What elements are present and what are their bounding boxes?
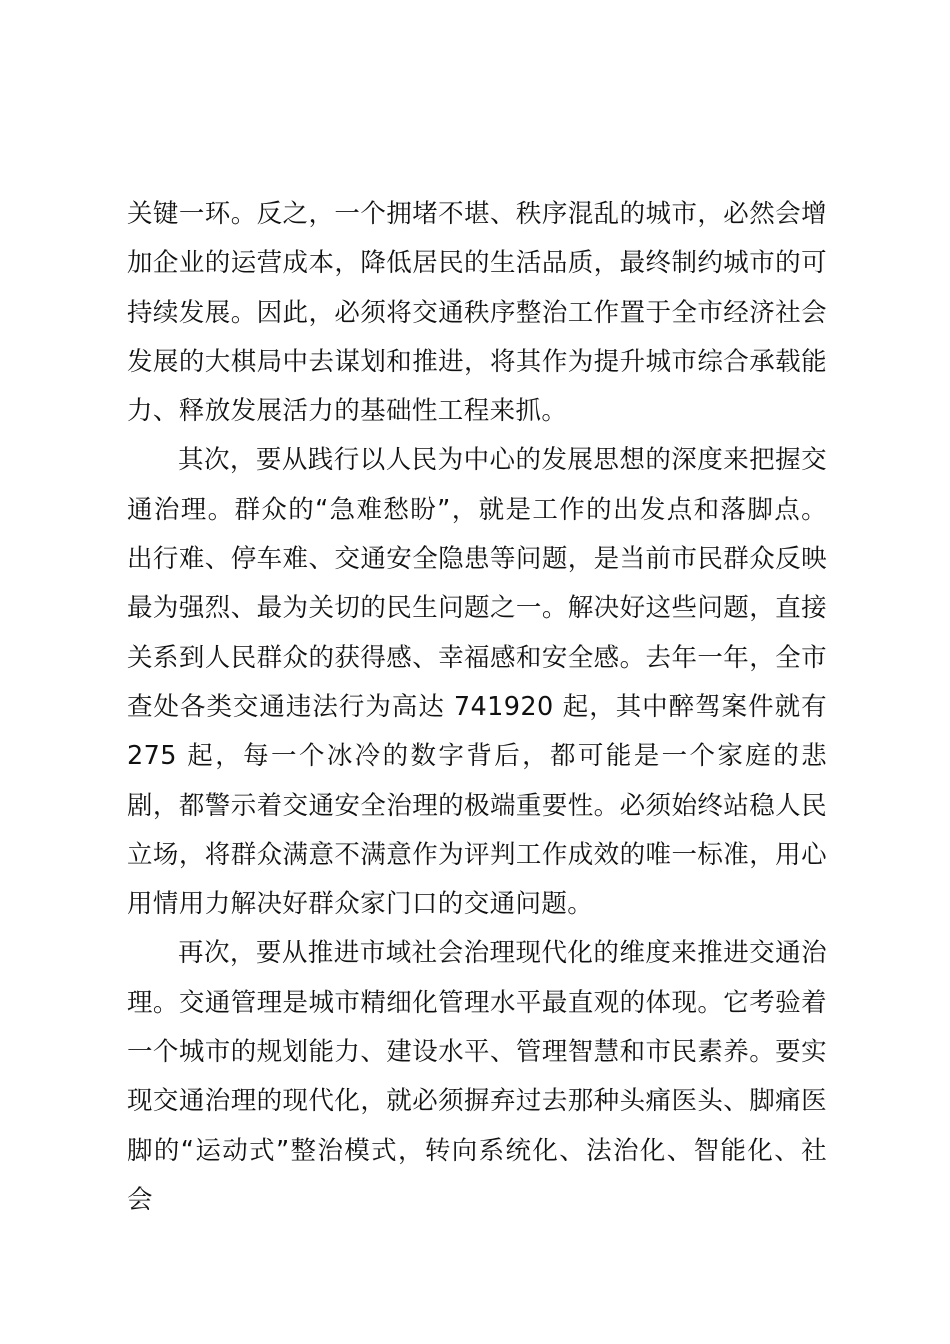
paragraph-people-centered: 其次，要从践行以人民为中心的发展思想的深度来把握交通治理。群众的“急难愁盼”，就是工作的出发点和落脚点。出行难、停车难、交通安全隐患等问题，是当前市民群众反映最为强烈、最为关切的民生问题之一。解决好这些问题，直接关系到人民群众的获得感、幸福感和安全感。去年一年，全市查处各类交通违法行为高达 741920 起，其中醉驾案件就有275 起，每一个冰冷的数字背后，都可能是一个家庭的悲剧，都警示着交通安全治理的极端重要性。必须始终站稳人民立场，将群众满意不满意作为评判工作成效的唯一标准，用心用情用力解决好群众家门口的交通问题。 [127,445,827,920]
paragraph-modernization: 再次，要从推进市域社会治理现代化的维度来推进交通治理。交通管理是城市精细化管理水平最直观的体现。它考验着一个城市的规划能力、建设水平、管理智慧和市民素养。要实现交通治理的现代化，就必须摒弃过去那种头痛医头、脚痛医脚的“运动式”整治模式，转向系统化、法治化、智能化、社会 [127,938,827,1215]
paragraph-continuation: 关键一环。反之，一个拥堵不堪、秩序混乱的城市，必然会增加企业的运营成本，降低居民的生活品质，最终制约城市的可持续发展。因此，必须将交通秩序整治工作置于全市经济社会发展的大棋局中去谋划和推进，将其作为提升城市综合承载能力、释放发展活力的基础性工程来抓。 [127,199,827,427]
body-text [127,190,827,1225]
